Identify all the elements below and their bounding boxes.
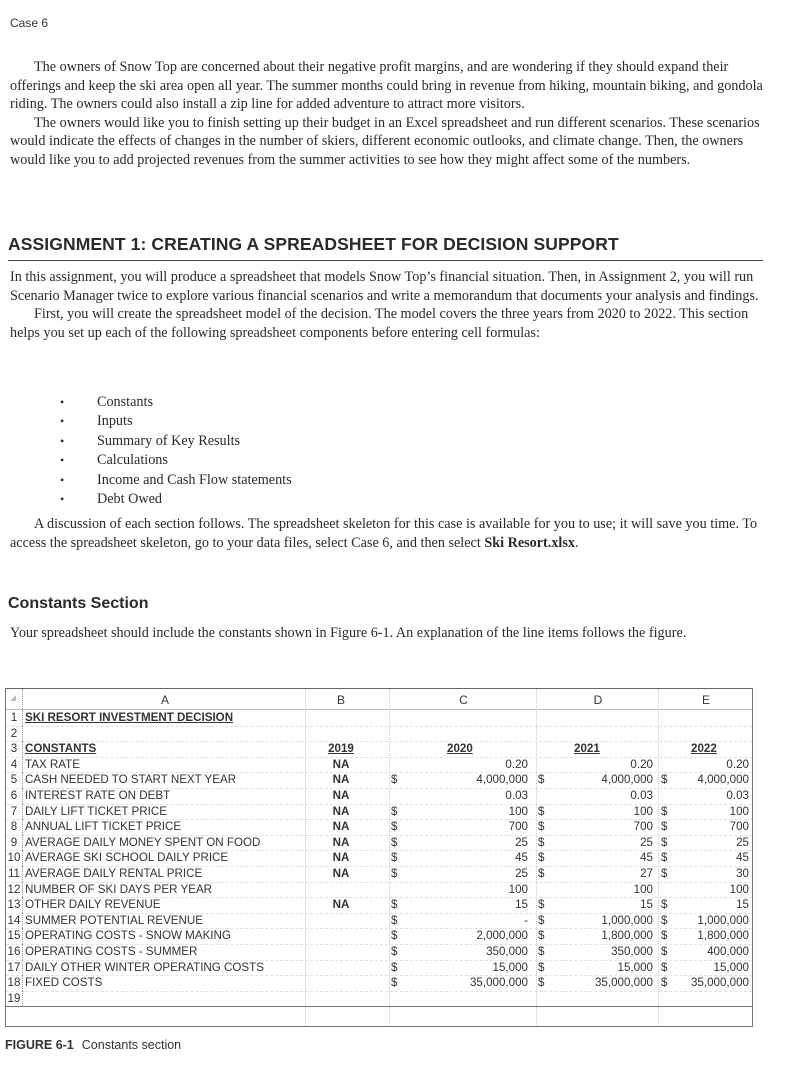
row-number[interactable]: 16: [6, 944, 23, 960]
currency-symbol[interactable]: $: [538, 976, 545, 990]
figure-caption-text: Constants section: [81, 1038, 182, 1052]
currency-symbol[interactable]: $: [538, 867, 545, 880]
row-number[interactable]: 15: [6, 928, 23, 944]
cell-2021-value[interactable]: 350,000: [611, 945, 653, 958]
cell-label[interactable]: CASH NEEDED TO START NEXT YEAR: [25, 773, 237, 787]
currency-symbol[interactable]: $: [661, 960, 668, 974]
cell-2019-value[interactable]: NA: [332, 898, 350, 912]
spreadsheet-figure: [5, 688, 753, 1027]
currency-symbol[interactable]: $: [538, 913, 545, 927]
cell-2019-value[interactable]: NA: [332, 757, 350, 771]
currency-symbol[interactable]: $: [391, 773, 398, 787]
component-item: • Constants: [60, 393, 292, 412]
row-number[interactable]: 17: [6, 960, 23, 976]
cell-2020-value[interactable]: 350,000: [486, 945, 528, 958]
cell-2020-value[interactable]: 2,000,000: [476, 929, 528, 943]
cell-a1-title[interactable]: SKI RESORT INVESTMENT DECISION: [25, 711, 234, 724]
period: .: [574, 534, 579, 551]
cell-2021-value[interactable]: 35,000,000: [594, 976, 653, 990]
cell-label[interactable]: DAILY OTHER WINTER OPERATING COSTS: [25, 960, 264, 974]
component-item: • Debt Owed: [60, 490, 292, 509]
cell-label[interactable]: DAILY LIFT TICKET PRICE: [25, 804, 167, 818]
column-header-c: C: [459, 693, 468, 707]
cell-c3-year[interactable]: 2020: [447, 742, 473, 756]
cell-2019-value[interactable]: NA: [332, 789, 350, 802]
sheet-row-data: [6, 772, 752, 789]
cell-label[interactable]: OPERATING COSTS - SUMMER: [25, 945, 198, 958]
sheet-row-constants-header: [6, 741, 752, 758]
cell-label[interactable]: FIXED COSTS: [25, 976, 103, 990]
cell-label[interactable]: AVERAGE DAILY MONEY SPENT ON FOOD: [25, 835, 261, 849]
currency-symbol[interactable]: $: [661, 945, 668, 958]
cell-label[interactable]: AVERAGE DAILY RENTAL PRICE: [25, 867, 203, 880]
row-number[interactable]: 18: [6, 975, 23, 991]
cell-label[interactable]: NUMBER OF SKI DAYS PER YEAR: [25, 882, 213, 896]
currency-symbol[interactable]: $: [538, 945, 545, 958]
cell-2019-value[interactable]: [306, 882, 376, 898]
sheet-row-data: [6, 960, 752, 977]
cell-2021-value[interactable]: 100: [633, 804, 653, 818]
row-number[interactable]: 1: [6, 710, 23, 726]
row-number[interactable]: 12: [6, 882, 23, 898]
cell-2020-value[interactable]: 700: [508, 820, 528, 834]
cell-2021-value[interactable]: 15,000: [617, 960, 653, 974]
sheet-row-data: [6, 819, 752, 836]
cell-2020-value[interactable]: 25: [515, 835, 528, 849]
row-number[interactable]: 13: [6, 897, 23, 913]
sheet-row-data: [6, 944, 752, 961]
row-number[interactable]: 4: [6, 757, 23, 773]
sheet-row-data: [6, 913, 752, 930]
column-divider: [536, 689, 538, 1026]
cell-2022-value[interactable]: 4,000,000: [697, 773, 749, 787]
cell-2020-value[interactable]: -: [524, 913, 528, 927]
currency-symbol[interactable]: $: [391, 960, 398, 974]
cell-label[interactable]: ANNUAL LIFT TICKET PRICE: [25, 820, 182, 834]
discussion-text-body: A discussion of each section follows. The spreadsheet skeleton for this case is available for you to use; it will save you time. To access the spreadsheet skeleton, go to your data files, select Case 6, and then select: [10, 516, 758, 551]
currency-symbol[interactable]: $: [661, 929, 668, 943]
currency-symbol[interactable]: $: [661, 913, 668, 927]
currency-symbol[interactable]: $: [391, 929, 398, 943]
cell-2021-value[interactable]: 15: [640, 898, 653, 912]
intro-text: [10, 58, 768, 170]
row-number[interactable]: 6: [6, 788, 23, 804]
sheet-row-blank: [6, 726, 752, 743]
row-number[interactable]: 10: [6, 850, 23, 866]
case-label: Case 6: [10, 16, 49, 30]
row-number[interactable]: 5: [6, 772, 23, 788]
cell-label[interactable]: TAX RATE: [25, 757, 80, 771]
cell-2022-value[interactable]: 700: [729, 820, 749, 834]
cell-2020-value[interactable]: 15: [515, 898, 528, 912]
currency-symbol[interactable]: $: [391, 867, 398, 880]
column-header-e: E: [701, 693, 710, 707]
cell-2019-value[interactable]: [306, 913, 376, 929]
cell-2019-value[interactable]: [306, 928, 376, 944]
cell-2020-value[interactable]: 15,000: [492, 960, 528, 974]
assignment-paragraph-2: First, you will create the spreadsheet model of the decision. The model covers the three years from 2020 to 2022. This section helps you set up each of the following spreadsheet components before entering cell formulas:: [10, 306, 749, 341]
row-number[interactable]: 11: [6, 866, 23, 882]
currency-symbol[interactable]: $: [538, 804, 545, 818]
row-number[interactable]: 19: [6, 991, 23, 1007]
cell-2021-value[interactable]: 100: [633, 882, 653, 896]
row-number[interactable]: 3: [6, 741, 23, 757]
cell-label[interactable]: SUMMER POTENTIAL REVENUE: [25, 913, 204, 927]
sheet-row-title: [6, 710, 752, 727]
figure-caption: [5, 1038, 181, 1052]
cell-2019-value[interactable]: NA: [332, 820, 350, 834]
cell-2020-value[interactable]: 35,000,000: [469, 976, 528, 990]
currency-symbol[interactable]: $: [391, 945, 398, 958]
file-name: Ski Resort.xlsx: [484, 534, 575, 551]
cell-2020-value[interactable]: 45: [515, 851, 528, 865]
cell-2019-value[interactable]: NA: [332, 867, 350, 880]
cell-2021-value[interactable]: 27: [640, 867, 653, 880]
currency-symbol[interactable]: $: [661, 898, 668, 912]
sheet-row-data: [6, 897, 752, 914]
row-number[interactable]: 2: [6, 726, 23, 742]
currency-symbol[interactable]: $: [538, 851, 545, 865]
constants-section-heading: Constants Section: [8, 595, 149, 612]
corner-triangle-icon: [10, 695, 16, 701]
currency-symbol[interactable]: $: [538, 960, 545, 974]
cell-2020-value[interactable]: 4,000,000: [476, 773, 528, 787]
column-divider: [658, 689, 660, 1026]
sheet-row-data: [6, 975, 752, 992]
cell-2019-value[interactable]: NA: [332, 851, 350, 865]
component-list: [60, 393, 292, 509]
assignment-heading: ASSIGNMENT 1: CREATING A SPREADSHEET FOR DECISION SUPPORT: [8, 234, 763, 261]
cell-2021-value[interactable]: 1,800,000: [601, 929, 653, 943]
component-item: • Summary of Key Results: [60, 432, 292, 451]
cell-label[interactable]: AVERAGE SKI SCHOOL DAILY PRICE: [25, 851, 229, 865]
cell-2022-value[interactable]: 100: [729, 804, 749, 818]
sheet-row-data: [6, 757, 752, 774]
cell-2019-value[interactable]: NA: [332, 835, 350, 849]
sheet-row-data: [6, 850, 752, 867]
currency-symbol[interactable]: $: [538, 898, 545, 912]
currency-symbol[interactable]: $: [391, 851, 398, 865]
row-number[interactable]: 7: [6, 804, 23, 820]
currency-symbol[interactable]: $: [391, 820, 398, 834]
column-header-a: A: [160, 693, 169, 707]
cell-2021-value[interactable]: 700: [633, 820, 653, 834]
sheet-row-data: [6, 788, 752, 805]
currency-symbol[interactable]: $: [661, 851, 668, 865]
sheet-row-data: [6, 866, 752, 883]
currency-symbol[interactable]: $: [538, 835, 545, 849]
column-header-b: B: [336, 693, 345, 707]
cell-2021-value[interactable]: 25: [640, 835, 653, 849]
currency-symbol[interactable]: $: [391, 804, 398, 818]
column-divider: [305, 689, 307, 1026]
cell-label[interactable]: OPERATING COSTS - SNOW MAKING: [25, 929, 231, 943]
cell-2019-value[interactable]: NA: [332, 773, 350, 787]
cell-2021-value[interactable]: 0.03: [630, 789, 653, 802]
cell-label[interactable]: INTEREST RATE ON DEBT: [25, 789, 171, 802]
currency-symbol[interactable]: $: [391, 898, 398, 912]
cell-2022-value[interactable]: 35,000,000: [690, 976, 749, 990]
cell-2020-value[interactable]: 100: [508, 882, 528, 896]
intro-paragraph-1: The owners of Snow Top are concerned about their negative profit margins, and are wondering if they should expand their offerings and keep the ski area open all year. The summer months could bring in revenue from hiking, mountain biking, and gondola riding. The owners could also install a zip line for added adventure to attract more visitors.: [10, 59, 763, 113]
cell-label[interactable]: OTHER DAILY REVENUE: [25, 898, 161, 912]
cell-2022-value[interactable]: 30: [736, 867, 749, 880]
discussion-paragraph: [10, 515, 768, 552]
cell-2022-value[interactable]: 1,800,000: [697, 929, 749, 943]
cell-2022-value[interactable]: 0.03: [726, 789, 749, 802]
cell-2022-value[interactable]: 15,000: [713, 960, 749, 974]
assignment-text: [10, 268, 768, 342]
intro-paragraph-2: The owners would like you to finish setting up their budget in an Excel spreadsheet and run different scenarios. These scenarios would indicate the effects of changes in the number of skiers, different economic outlooks, and climate change. Then, the owners would like you to add projected revenues from the summer activities to see how they might affect some of the numbers.: [10, 114, 760, 168]
cell-d3-year[interactable]: 2021: [574, 742, 600, 756]
sheet-row-empty: [6, 991, 752, 1008]
currency-symbol[interactable]: $: [661, 804, 668, 818]
column-divider: [389, 689, 391, 1026]
column-header-d: D: [593, 693, 603, 707]
figure-label: FIGURE 6-1: [5, 1038, 74, 1052]
constants-section-paragraph: Your spreadsheet should include the constants shown in Figure 6-1. An explanation of the line items follows the figure.: [10, 625, 687, 641]
cell-2019-value[interactable]: NA: [332, 804, 350, 818]
currency-symbol[interactable]: $: [661, 835, 668, 849]
cell-2020-value[interactable]: 100: [508, 804, 528, 818]
component-item: • Income and Cash Flow statements: [60, 471, 292, 490]
cell-2022-value[interactable]: 1,000,000: [697, 913, 749, 927]
select-all-corner: [6, 689, 23, 709]
currency-symbol[interactable]: $: [538, 820, 545, 834]
currency-symbol[interactable]: $: [391, 913, 398, 927]
sheet-row-data: [6, 835, 752, 852]
cell-2019-value[interactable]: [306, 975, 376, 991]
cell-2021-value[interactable]: 0.20: [630, 757, 653, 771]
cell-2022-value[interactable]: 100: [729, 882, 749, 896]
currency-symbol[interactable]: $: [538, 773, 545, 787]
cell-2020-value[interactable]: 0.03: [505, 789, 528, 802]
component-item: • Inputs: [60, 412, 292, 431]
cell-2022-value[interactable]: 45: [736, 851, 749, 865]
cell-2020-value[interactable]: 0.20: [505, 757, 528, 771]
constants-section-text: [10, 624, 768, 643]
cell-e3-year[interactable]: 2022: [691, 742, 717, 756]
cell-2022-value[interactable]: 15: [736, 898, 749, 912]
cell-2022-value[interactable]: 0.20: [726, 757, 749, 771]
cell-2022-value[interactable]: 25: [736, 835, 749, 849]
currency-symbol[interactable]: $: [661, 976, 668, 990]
cell-2019-value[interactable]: [306, 944, 376, 960]
sheet-row-data: [6, 928, 752, 945]
currency-symbol[interactable]: $: [661, 867, 668, 880]
currency-symbol[interactable]: $: [661, 773, 668, 787]
cell-2019-value[interactable]: [306, 960, 376, 976]
cell-a3-constants[interactable]: CONSTANTS: [25, 742, 97, 756]
component-item: • Calculations: [60, 451, 292, 470]
assignment-paragraph-1: In this assignment, you will produce a spreadsheet that models Snow Top’s financial situation. Then, in Assignment 2, you will run Scenario Manager twice to explore various financial scenarios and write a memorandum that documents your analysis and findings.: [10, 269, 759, 304]
row-number[interactable]: 14: [6, 913, 23, 929]
cell-2022-value[interactable]: 400,000: [707, 945, 749, 958]
currency-symbol[interactable]: $: [391, 976, 398, 990]
cell-2021-value[interactable]: 45: [640, 851, 653, 865]
currency-symbol[interactable]: $: [391, 835, 398, 849]
row-number[interactable]: 9: [6, 835, 23, 851]
sheet-row-data: [6, 882, 752, 899]
row-number[interactable]: 8: [6, 819, 23, 835]
currency-symbol[interactable]: $: [538, 929, 545, 943]
currency-symbol[interactable]: $: [661, 820, 668, 834]
cell-2021-value[interactable]: 1,000,000: [601, 913, 653, 927]
cell-2021-value[interactable]: 4,000,000: [601, 773, 653, 787]
column-header-row: [6, 689, 752, 710]
cell-b3-year[interactable]: 2019: [328, 742, 354, 756]
sheet-row-data: [6, 804, 752, 821]
cell-2020-value[interactable]: 25: [515, 867, 528, 880]
discussion-text: [10, 515, 768, 552]
